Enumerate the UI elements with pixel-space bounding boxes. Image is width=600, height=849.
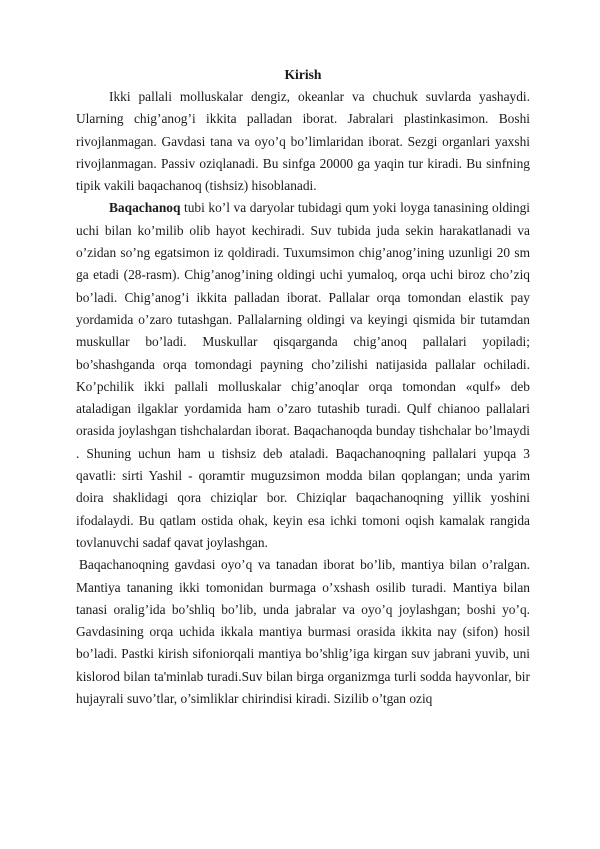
document-page — [76, 64, 530, 710]
paragraph-intro — [76, 86, 530, 197]
paragraph-gavdasi-text: Baqachanoqning gavdasi oyo’q va tanadan iborat bo’lib, mantiya bilan o’ralgan. Mantiya tananing ikki tomonidan burmaga o’xshash osilib turadi. Mantiya bilan tanasi oralig’ida bo’shliq bo’lib, unda jabralar va oyo’q joylashgan; boshi yo’q. Gavdasining orqa uchida ikkala mantiya burmasi orasida ikkita nay (sifon) hosil bo’ladi. Pastki kirish sifoniorqali mantiya bo’shlig’iga kirgan suv jabrani yuvib, uni kislorod bilan ta'minlab turadi.Suv bilan birga organizmga turli sodda hayvonlar, bir hujayrali suvo’tlar, o’simliklar chirindisi kiradi. Sizilib o’tgan oziq — [76, 557, 530, 707]
paragraph-baqachanoq — [76, 197, 530, 554]
paragraph-intro-text: Ikki pallali molluskalar dengiz, okeanlar va chuchuk suvlarda yashaydi. Ularning chig’anog’i ikkita palladan iborat. Jabralari plastinkasimon. Boshi rivojlanmagan. Gavdasi tana va oyo’q bo’limlaridan iborat. Sezgi organlari yaxshi rivojlanmagan. Passiv oziqlanadi. Bu sinfga 20000 ga yaqin tur kiradi. Bu sinfning tipik vakili baqachanoq (tishsiz) hisoblanadi. — [76, 89, 530, 194]
paragraph-baqachanoq-lead: Baqachanoq — [109, 200, 181, 216]
page-title: Kirish — [284, 67, 322, 82]
paragraph-baqachanoq-text: tubi ko’l va daryolar tubidagi qum yoki loyga tanasining oldingi uchi bilan ko’milib olib hayot kechiradi. Suv tubida juda sekin harakatlanadi va o’zidan so’ng egatsimon iz qoldiradi. Tuxumsimon chig’anog’ining uzunligi 20 sm ga etadi (28-rasm). Chig’anog’ining oldingi uchi yumaloq, orqa uchi biroz cho’ziq bo’ladi. Chig’anog’i ikkita palladan iborat. Pallalar orqa tomondan elastik pay yordamida o’zaro tutashgan. Pallalarning oldingi va keyingi qismida bir tutamdan muskullar bo’ladi. Muskullar qisqarganda chig’anoq pallalari yopiladi; bo’shashganda orqa tomondagi payning cho’zilishi natijasida pallalar ochiladi. Ko’pchilik ikki pallali molluskalar chig’anoqlar orqa tomondan «qulf» deb ataladigan ilgaklar yordamida ham o’zaro tutashib turadi. Qulf chianoo pallalari orasida joylashgan tishchalardan iborat. Baqachanoqda bunday tishchalar bo’lmaydi . Shuning uchun ham u tishsiz deb ataladi. Baqachanoqning pallalari yupqa 3 qavatli: sirti Yashil - qoramtir muguzsimon modda bilan qoplangan; unda yarim doira shaklidagi qora chiziqlar bor. Chiziqlar baqachanoqning yillik yoshini ifodalaydi. Bu qatlam ostida ohak, keyin esa ichki tomoni oqish kamalak rangida tovlanuvchi sadaf qavat joylashgan. — [76, 200, 530, 550]
paragraph-gavdasi — [76, 554, 530, 710]
